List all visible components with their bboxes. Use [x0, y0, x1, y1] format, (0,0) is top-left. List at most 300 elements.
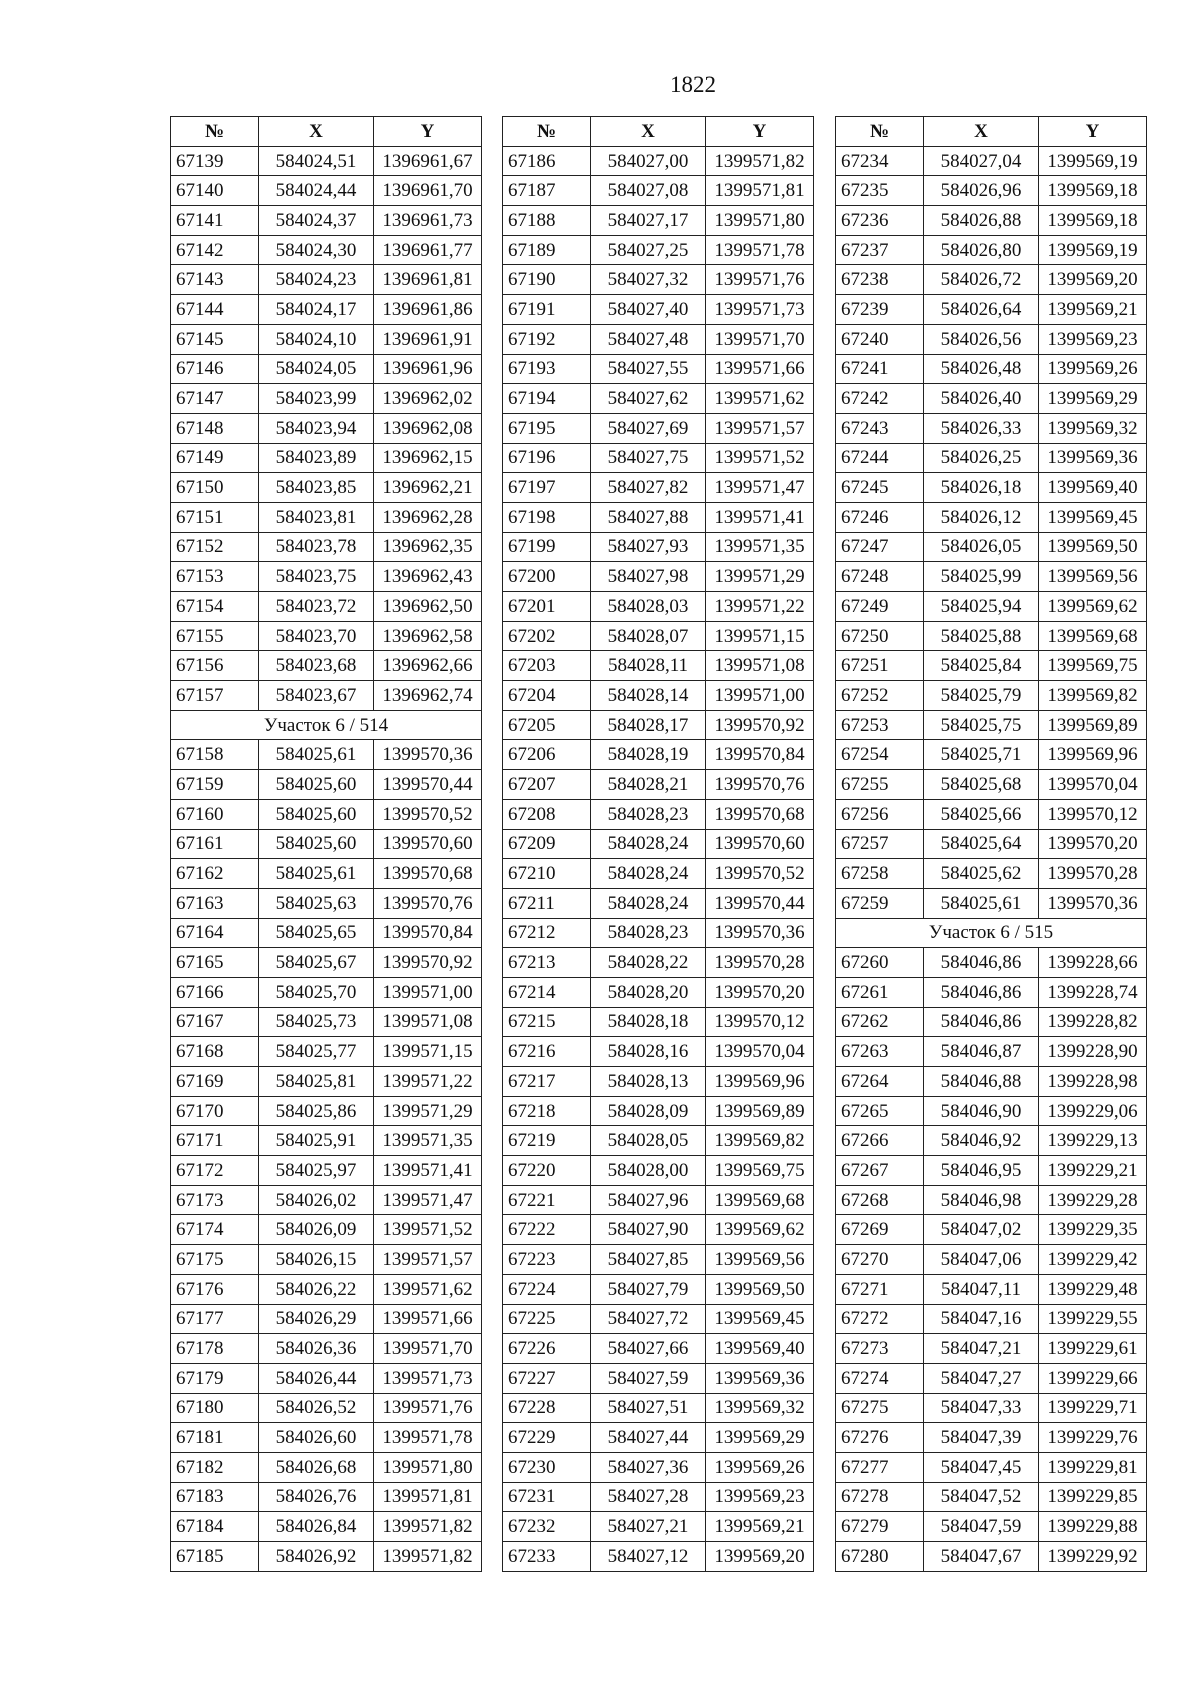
- cell-y: 1399571,15: [706, 621, 814, 651]
- cell-y: 1396962,66: [374, 651, 482, 681]
- cell-x: 584028,18: [591, 1007, 706, 1037]
- table-row: [503, 1482, 814, 1512]
- cell-number: 67170: [171, 1096, 259, 1126]
- cell-x: 584046,86: [924, 948, 1039, 978]
- table-row: [836, 888, 1147, 918]
- table-row: [171, 681, 482, 711]
- cell-y: 1399570,20: [706, 977, 814, 1007]
- cell-x: 584025,86: [259, 1096, 374, 1126]
- cell-number: 67254: [836, 740, 924, 770]
- column-header-x: X: [591, 117, 706, 147]
- cell-number: 67188: [503, 206, 591, 236]
- cell-x: 584027,21: [591, 1512, 706, 1542]
- cell-number: 67195: [503, 413, 591, 443]
- table-row: [171, 740, 482, 770]
- cell-x: 584028,24: [591, 888, 706, 918]
- cell-number: 67269: [836, 1215, 924, 1245]
- cell-y: 1399571,66: [374, 1304, 482, 1334]
- cell-y: 1396961,91: [374, 324, 482, 354]
- cell-number: 67224: [503, 1274, 591, 1304]
- table-row: [836, 146, 1147, 176]
- cell-number: 67155: [171, 621, 259, 651]
- cell-number: 67210: [503, 859, 591, 889]
- cell-x: 584025,61: [924, 888, 1039, 918]
- cell-y: 1396962,21: [374, 473, 482, 503]
- cell-number: 67218: [503, 1096, 591, 1126]
- table-row: [503, 977, 814, 1007]
- table-row: [171, 443, 482, 473]
- cell-number: 67201: [503, 592, 591, 622]
- cell-number: 67166: [171, 977, 259, 1007]
- table-row: [171, 918, 482, 948]
- column-header-y: Y: [706, 117, 814, 147]
- cell-y: 1399570,36: [706, 918, 814, 948]
- table-row: [836, 1245, 1147, 1275]
- cell-y: 1399571,52: [706, 443, 814, 473]
- cell-x: 584026,52: [259, 1393, 374, 1423]
- cell-y: 1399570,76: [374, 888, 482, 918]
- cell-x: 584046,90: [924, 1096, 1039, 1126]
- table-row: [503, 176, 814, 206]
- cell-y: 1399571,35: [706, 532, 814, 562]
- cell-number: 67237: [836, 235, 924, 265]
- cell-x: 584027,59: [591, 1363, 706, 1393]
- cell-x: 584047,67: [924, 1542, 1039, 1572]
- cell-y: 1396962,15: [374, 443, 482, 473]
- cell-y: 1399571,66: [706, 354, 814, 384]
- table-row: [836, 235, 1147, 265]
- cell-x: 584047,59: [924, 1512, 1039, 1542]
- cell-x: 584026,60: [259, 1423, 374, 1453]
- cell-y: 1399229,48: [1039, 1274, 1147, 1304]
- table-row: [171, 532, 482, 562]
- cell-x: 584026,29: [259, 1304, 374, 1334]
- table-row: [503, 1423, 814, 1453]
- cell-y: 1399569,36: [706, 1363, 814, 1393]
- table-row: [503, 1274, 814, 1304]
- table-row: [171, 235, 482, 265]
- table-row: [503, 1304, 814, 1334]
- cell-number: 67250: [836, 621, 924, 651]
- cell-number: 67185: [171, 1542, 259, 1572]
- cell-x: 584023,78: [259, 532, 374, 562]
- cell-x: 584025,67: [259, 948, 374, 978]
- cell-y: 1399571,00: [374, 977, 482, 1007]
- section-title: Участок 6 / 514: [171, 710, 482, 740]
- column-header-y: Y: [1039, 117, 1147, 147]
- table-row: [503, 681, 814, 711]
- cell-y: 1399569,32: [1039, 413, 1147, 443]
- table-row: [171, 1542, 482, 1572]
- cell-number: 67168: [171, 1037, 259, 1067]
- cell-number: 67145: [171, 324, 259, 354]
- cell-x: 584026,88: [924, 206, 1039, 236]
- cell-y: 1399229,81: [1039, 1452, 1147, 1482]
- cell-x: 584025,94: [924, 592, 1039, 622]
- cell-y: 1399229,06: [1039, 1096, 1147, 1126]
- table-row: [836, 473, 1147, 503]
- cell-number: 67198: [503, 502, 591, 532]
- cell-y: 1399571,22: [374, 1067, 482, 1097]
- cell-y: 1399570,04: [706, 1037, 814, 1067]
- table-row: [503, 1156, 814, 1186]
- table-row: [171, 592, 482, 622]
- cell-number: 67222: [503, 1215, 591, 1245]
- cell-y: 1399570,92: [706, 710, 814, 740]
- cell-number: 67202: [503, 621, 591, 651]
- table-row: [503, 146, 814, 176]
- cell-number: 67270: [836, 1245, 924, 1275]
- cell-number: 67242: [836, 384, 924, 414]
- cell-number: 67213: [503, 948, 591, 978]
- table-row: [836, 770, 1147, 800]
- cell-number: 67177: [171, 1304, 259, 1334]
- cell-x: 584025,65: [259, 918, 374, 948]
- cell-y: 1399569,50: [1039, 532, 1147, 562]
- table-row: [836, 799, 1147, 829]
- cell-y: 1399570,76: [706, 770, 814, 800]
- cell-number: 67196: [503, 443, 591, 473]
- cell-number: 67200: [503, 562, 591, 592]
- cell-number: 67165: [171, 948, 259, 978]
- cell-y: 1399569,32: [706, 1393, 814, 1423]
- cell-number: 67271: [836, 1274, 924, 1304]
- table-row: [836, 829, 1147, 859]
- table-row: [171, 1096, 482, 1126]
- cell-y: 1399569,82: [1039, 681, 1147, 711]
- cell-number: 67241: [836, 354, 924, 384]
- cell-number: 67226: [503, 1334, 591, 1364]
- cell-y: 1399571,22: [706, 592, 814, 622]
- cell-y: 1396961,73: [374, 206, 482, 236]
- table-row: [503, 918, 814, 948]
- cell-x: 584027,36: [591, 1452, 706, 1482]
- cell-number: 67234: [836, 146, 924, 176]
- table-row: [836, 1512, 1147, 1542]
- cell-number: 67259: [836, 888, 924, 918]
- table-header-row: [171, 117, 482, 147]
- cell-number: 67203: [503, 651, 591, 681]
- cell-x: 584027,62: [591, 384, 706, 414]
- cell-y: 1399569,45: [1039, 502, 1147, 532]
- cell-x: 584025,79: [924, 681, 1039, 711]
- cell-y: 1399570,52: [706, 859, 814, 889]
- cell-y: 1399229,88: [1039, 1512, 1147, 1542]
- coordinates-table-1: [170, 116, 482, 1572]
- cell-y: 1399569,96: [706, 1067, 814, 1097]
- cell-x: 584047,06: [924, 1245, 1039, 1275]
- cell-x: 584028,21: [591, 770, 706, 800]
- cell-x: 584046,86: [924, 977, 1039, 1007]
- cell-number: 67194: [503, 384, 591, 414]
- cell-x: 584026,05: [924, 532, 1039, 562]
- cell-x: 584027,17: [591, 206, 706, 236]
- table-row: [503, 324, 814, 354]
- table-row: [836, 740, 1147, 770]
- cell-x: 584025,62: [924, 859, 1039, 889]
- cell-number: 67249: [836, 592, 924, 622]
- table-row: [836, 1542, 1147, 1572]
- cell-number: 67231: [503, 1482, 591, 1512]
- table-row: [836, 1393, 1147, 1423]
- table-row: [503, 354, 814, 384]
- cell-number: 67239: [836, 295, 924, 325]
- table-row: [836, 502, 1147, 532]
- cell-x: 584027,44: [591, 1423, 706, 1453]
- cell-number: 67148: [171, 413, 259, 443]
- cell-x: 584047,21: [924, 1334, 1039, 1364]
- table-row: [503, 799, 814, 829]
- cell-number: 67180: [171, 1393, 259, 1423]
- cell-x: 584026,44: [259, 1363, 374, 1393]
- table-row: [836, 176, 1147, 206]
- cell-y: 1399570,20: [1039, 829, 1147, 859]
- cell-number: 67255: [836, 770, 924, 800]
- table-row: [171, 176, 482, 206]
- cell-y: 1399570,52: [374, 799, 482, 829]
- table-row: [503, 948, 814, 978]
- table-row: [503, 1126, 814, 1156]
- cell-number: 67205: [503, 710, 591, 740]
- cell-y: 1399571,76: [706, 265, 814, 295]
- cell-y: 1396961,77: [374, 235, 482, 265]
- cell-number: 67229: [503, 1423, 591, 1453]
- cell-x: 584027,85: [591, 1245, 706, 1275]
- cell-x: 584025,60: [259, 770, 374, 800]
- cell-x: 584047,39: [924, 1423, 1039, 1453]
- cell-number: 67227: [503, 1363, 591, 1393]
- cell-number: 67274: [836, 1363, 924, 1393]
- cell-y: 1396962,50: [374, 592, 482, 622]
- cell-x: 584024,05: [259, 354, 374, 384]
- cell-y: 1399571,62: [706, 384, 814, 414]
- table-row: [171, 799, 482, 829]
- cell-number: 67204: [503, 681, 591, 711]
- cell-number: 67141: [171, 206, 259, 236]
- table-row: [503, 206, 814, 236]
- table-row: [171, 770, 482, 800]
- cell-x: 584023,94: [259, 413, 374, 443]
- cell-x: 584024,23: [259, 265, 374, 295]
- cell-x: 584028,20: [591, 977, 706, 1007]
- table-row: [836, 354, 1147, 384]
- cell-number: 67182: [171, 1452, 259, 1482]
- table-row: [836, 859, 1147, 889]
- cell-y: 1399569,26: [1039, 354, 1147, 384]
- cell-x: 584025,63: [259, 888, 374, 918]
- cell-y: 1399571,73: [374, 1363, 482, 1393]
- cell-y: 1399571,47: [374, 1185, 482, 1215]
- cell-x: 584024,37: [259, 206, 374, 236]
- cell-number: 67216: [503, 1037, 591, 1067]
- cell-x: 584025,75: [924, 710, 1039, 740]
- cell-x: 584025,71: [924, 740, 1039, 770]
- table-row: [171, 295, 482, 325]
- section-title: Участок 6 / 515: [836, 918, 1147, 948]
- cell-y: 1396962,43: [374, 562, 482, 592]
- table-row: [836, 621, 1147, 651]
- cell-number: 67245: [836, 473, 924, 503]
- cell-number: 67154: [171, 592, 259, 622]
- cell-y: 1399569,56: [706, 1245, 814, 1275]
- cell-x: 584025,81: [259, 1067, 374, 1097]
- table-row: [171, 324, 482, 354]
- table-row: [836, 562, 1147, 592]
- cell-number: 67217: [503, 1067, 591, 1097]
- cell-y: 1399229,42: [1039, 1245, 1147, 1275]
- table-row: [171, 1452, 482, 1482]
- cell-x: 584027,88: [591, 502, 706, 532]
- cell-y: 1399229,28: [1039, 1185, 1147, 1215]
- table-row: [836, 1215, 1147, 1245]
- cell-y: 1399571,29: [374, 1096, 482, 1126]
- cell-y: 1399229,35: [1039, 1215, 1147, 1245]
- cell-x: 584046,88: [924, 1067, 1039, 1097]
- cell-y: 1399229,71: [1039, 1393, 1147, 1423]
- cell-number: 67190: [503, 265, 591, 295]
- cell-x: 584026,48: [924, 354, 1039, 384]
- cell-x: 584025,84: [924, 651, 1039, 681]
- cell-x: 584028,14: [591, 681, 706, 711]
- cell-number: 67236: [836, 206, 924, 236]
- table-row: [503, 532, 814, 562]
- cell-x: 584028,11: [591, 651, 706, 681]
- table-row: [503, 562, 814, 592]
- cell-number: 67181: [171, 1423, 259, 1453]
- cell-x: 584025,77: [259, 1037, 374, 1067]
- cell-x: 584025,99: [924, 562, 1039, 592]
- cell-x: 584047,16: [924, 1304, 1039, 1334]
- cell-number: 67262: [836, 1007, 924, 1037]
- cell-number: 67279: [836, 1512, 924, 1542]
- cell-number: 67267: [836, 1156, 924, 1186]
- cell-number: 67275: [836, 1393, 924, 1423]
- cell-number: 67191: [503, 295, 591, 325]
- cell-number: 67252: [836, 681, 924, 711]
- cell-x: 584025,61: [259, 740, 374, 770]
- cell-x: 584025,60: [259, 829, 374, 859]
- cell-x: 584025,91: [259, 1126, 374, 1156]
- table-row: [836, 532, 1147, 562]
- cell-y: 1396961,67: [374, 146, 482, 176]
- cell-number: 67160: [171, 799, 259, 829]
- cell-x: 584027,28: [591, 1482, 706, 1512]
- cell-x: 584028,24: [591, 829, 706, 859]
- cell-y: 1399571,82: [374, 1512, 482, 1542]
- cell-number: 67215: [503, 1007, 591, 1037]
- cell-y: 1399569,40: [1039, 473, 1147, 503]
- cell-y: 1399570,28: [706, 948, 814, 978]
- cell-number: 67149: [171, 443, 259, 473]
- cell-number: 67209: [503, 829, 591, 859]
- table-row: [171, 1126, 482, 1156]
- cell-number: 67183: [171, 1482, 259, 1512]
- cell-x: 584047,02: [924, 1215, 1039, 1245]
- cell-number: 67199: [503, 532, 591, 562]
- cell-number: 67144: [171, 295, 259, 325]
- cell-number: 67208: [503, 799, 591, 829]
- cell-x: 584046,95: [924, 1156, 1039, 1186]
- table-row: [503, 1185, 814, 1215]
- cell-x: 584027,08: [591, 176, 706, 206]
- cell-number: 67156: [171, 651, 259, 681]
- table-row: [836, 443, 1147, 473]
- cell-number: 67147: [171, 384, 259, 414]
- cell-y: 1399569,62: [706, 1215, 814, 1245]
- table-row: [503, 235, 814, 265]
- cell-number: 67243: [836, 413, 924, 443]
- table-row: [171, 1156, 482, 1186]
- table-row: [503, 740, 814, 770]
- cell-y: 1399571,78: [706, 235, 814, 265]
- cell-y: 1399571,81: [374, 1482, 482, 1512]
- cell-number: 67225: [503, 1304, 591, 1334]
- cell-number: 67247: [836, 532, 924, 562]
- table-row: [503, 770, 814, 800]
- column-header-no: №: [836, 117, 924, 147]
- cell-number: 67176: [171, 1274, 259, 1304]
- table-row: [171, 1185, 482, 1215]
- cell-x: 584025,61: [259, 859, 374, 889]
- cell-number: 67206: [503, 740, 591, 770]
- cell-y: 1399569,75: [706, 1156, 814, 1186]
- cell-x: 584046,98: [924, 1185, 1039, 1215]
- cell-number: 67276: [836, 1423, 924, 1453]
- cell-y: 1399569,18: [1039, 206, 1147, 236]
- cell-number: 67169: [171, 1067, 259, 1097]
- cell-y: 1396961,96: [374, 354, 482, 384]
- table-row: [503, 1452, 814, 1482]
- table-row: [503, 502, 814, 532]
- cell-number: 67265: [836, 1096, 924, 1126]
- table-row: [503, 829, 814, 859]
- table-row: [836, 1334, 1147, 1364]
- cell-number: 67167: [171, 1007, 259, 1037]
- cell-y: 1399229,92: [1039, 1542, 1147, 1572]
- table-row: [503, 413, 814, 443]
- cell-x: 584026,15: [259, 1245, 374, 1275]
- cell-number: 67253: [836, 710, 924, 740]
- table-row: [503, 1512, 814, 1542]
- cell-number: 67244: [836, 443, 924, 473]
- cell-x: 584023,72: [259, 592, 374, 622]
- table-row: [171, 948, 482, 978]
- column-header-x: X: [259, 117, 374, 147]
- cell-y: 1399570,28: [1039, 859, 1147, 889]
- cell-x: 584023,70: [259, 621, 374, 651]
- cell-number: 67158: [171, 740, 259, 770]
- cell-y: 1399571,52: [374, 1215, 482, 1245]
- table-row: [503, 384, 814, 414]
- cell-y: 1399571,41: [374, 1156, 482, 1186]
- cell-y: 1399569,68: [1039, 621, 1147, 651]
- cell-number: 67266: [836, 1126, 924, 1156]
- cell-number: 67211: [503, 888, 591, 918]
- cell-y: 1399228,82: [1039, 1007, 1147, 1037]
- cell-y: 1399569,20: [706, 1542, 814, 1572]
- cell-number: 67171: [171, 1126, 259, 1156]
- table-row: [836, 413, 1147, 443]
- cell-y: 1399569,23: [706, 1482, 814, 1512]
- cell-y: 1399570,92: [374, 948, 482, 978]
- coordinates-table-3: [835, 116, 1147, 1572]
- table-row: [836, 265, 1147, 295]
- cell-y: 1399571,08: [374, 1007, 482, 1037]
- table-row: [503, 1334, 814, 1364]
- cell-x: 584026,92: [259, 1542, 374, 1572]
- cell-x: 584026,02: [259, 1185, 374, 1215]
- cell-x: 584027,98: [591, 562, 706, 592]
